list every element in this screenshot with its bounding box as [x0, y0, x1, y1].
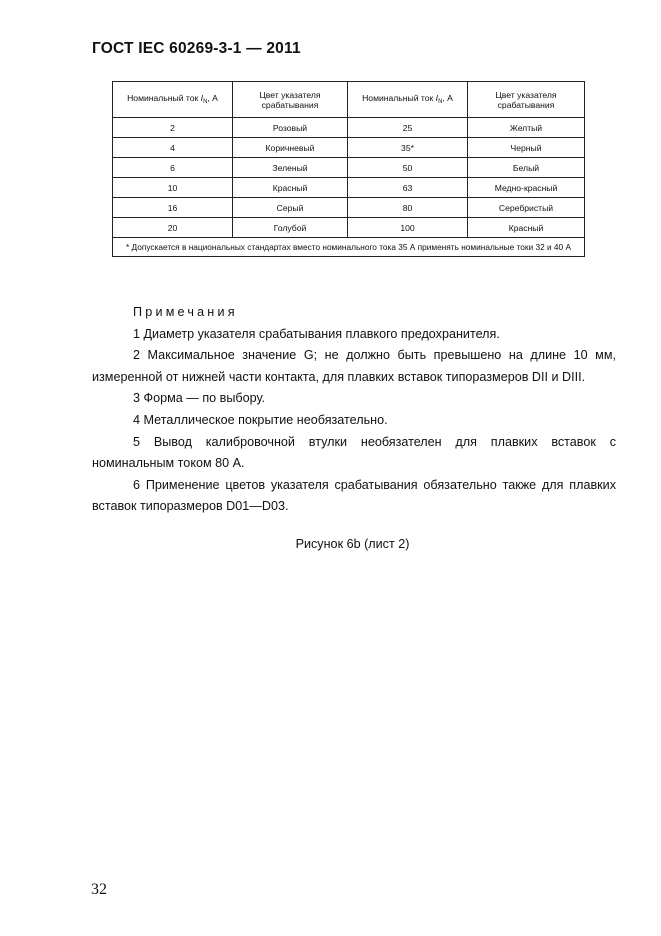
table-row: [113, 118, 585, 138]
rating-color-table-wrapper: [112, 81, 584, 257]
cell-color: Серый: [233, 198, 348, 218]
cell-color: Желтый: [468, 118, 585, 138]
table-row: [113, 198, 585, 218]
cell-current: 6: [113, 158, 233, 178]
table-footnote: [113, 238, 585, 257]
note-item: 6 Применение цветов указателя срабатывания обязательно также для плавких вставок типоразмеров D01—D03.: [92, 477, 616, 514]
cell-color: Красный: [233, 178, 348, 198]
header-indicator-color-1: Цвет указателя срабатывания: [233, 82, 348, 118]
table-row: [113, 158, 585, 178]
table-row: [113, 178, 585, 198]
table-row: [113, 138, 585, 158]
note-item: 4 Металлическое покрытие необязательно.: [133, 412, 388, 427]
notes-block: [92, 302, 616, 518]
page-number: 32: [91, 881, 107, 898]
table-header-row: [113, 82, 585, 118]
note-item: 2 Максимальное значение G; не должно быть превышено на длине 10 мм, измеренной от нижней части контакта, для плавких вставок типоразмеров DII и DIII.: [92, 348, 616, 384]
cell-current: 50: [348, 158, 468, 178]
cell-current: 63: [348, 178, 468, 198]
header-indicator-color-2: Цвет указателя срабатывания: [468, 82, 585, 118]
cell-color: Серебристый: [468, 198, 585, 218]
cell-color: Медно-красный: [468, 178, 585, 198]
cell-color: Красный: [468, 218, 585, 238]
cell-color: Коричневый: [233, 138, 348, 158]
cell-current: 10: [113, 178, 233, 198]
table-footnote-row: [113, 238, 585, 257]
table-row: [113, 218, 585, 238]
note-item: 1 Диаметр указателя срабатывания плавкого предохранителя.: [133, 326, 500, 341]
cell-current: 100: [348, 218, 468, 238]
note-item: 5 Вывод калибровочной втулки необязателен для плавких вставок с номинальным током 80 А.: [92, 434, 616, 471]
cell-current: 20: [113, 218, 233, 238]
cell-color: Голубой: [233, 218, 348, 238]
cell-color: Белый: [468, 158, 585, 178]
document-header: ГОСТ IEC 60269-3-1 — 2011: [92, 40, 301, 57]
cell-current: 16: [113, 198, 233, 218]
figure-caption: Рисунок 6b (лист 2): [295, 537, 410, 551]
cell-current: 35*: [348, 138, 468, 158]
cell-color: Черный: [468, 138, 585, 158]
cell-color: Розовый: [233, 118, 348, 138]
cell-current: 2: [113, 118, 233, 138]
cell-current: 80: [348, 198, 468, 218]
cell-current: 4: [113, 138, 233, 158]
footnote-text: * Допускается в национальных стандартах вместо номинального тока 35 А применять номинальные токи 32 и 40 А: [126, 242, 572, 252]
cell-color: Зеленый: [233, 158, 348, 178]
header-rated-current-1: Номинальный ток $I_N$, А: [113, 82, 233, 118]
header-rated-current-2: Номинальный ток $I_N$, А: [348, 82, 468, 118]
rating-color-table: [112, 81, 585, 257]
notes-title: Примечания: [133, 305, 238, 319]
cell-current: 25: [348, 118, 468, 138]
note-item: 3 Форма — по выбору.: [133, 391, 266, 406]
